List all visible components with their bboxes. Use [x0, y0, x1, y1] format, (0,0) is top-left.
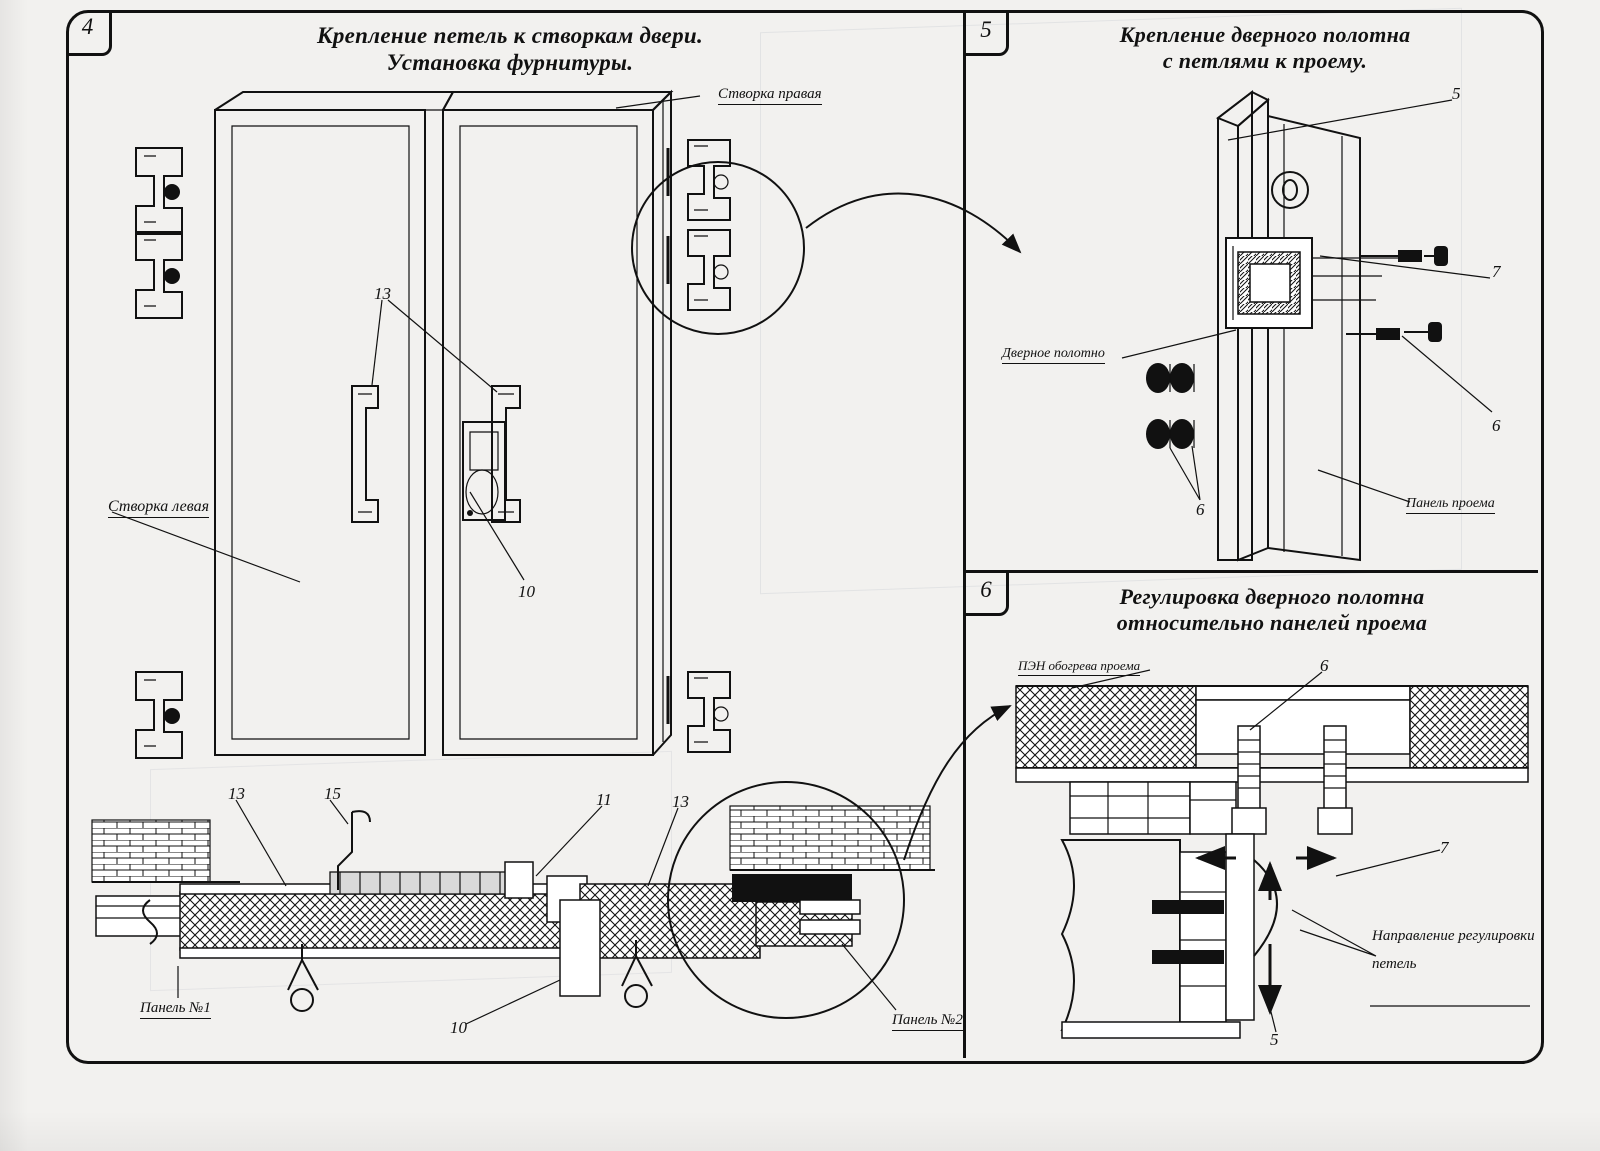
leader-10 [470, 492, 524, 580]
callout-13-b: 13 [228, 784, 245, 803]
leader-13-lower [236, 800, 286, 886]
panel5-assembly [1122, 92, 1492, 560]
detail-arrow-to-panel5 [806, 194, 1020, 252]
callout-5-panel5: 5 [1452, 84, 1461, 103]
panel-number-6: 6 [963, 570, 1009, 616]
leader-11 [536, 806, 602, 876]
leader-panel-proema [1318, 470, 1410, 502]
panel-number-4: 4 [66, 10, 112, 56]
leader-stvorka-levaya [112, 512, 300, 582]
label-panel-2: Панель №2 [892, 1012, 963, 1031]
label-stvorka-levaya: Створка левая [108, 498, 209, 518]
leader-7-panel6 [1336, 850, 1440, 876]
handle-left [352, 386, 378, 522]
callout-6-panel6: 6 [1320, 656, 1329, 675]
callout-10-a: 10 [518, 582, 535, 601]
label-napravlenie-regulirovki: Направление регулировки [1372, 928, 1535, 944]
leader-13-lower-right [648, 808, 678, 886]
label-panel-proema: Панель проема [1406, 496, 1495, 514]
leader-6-right [1402, 336, 1492, 412]
label-napravlenie-regulirovki-2: петель [1372, 956, 1417, 972]
callout-5-panel6: 5 [1270, 1030, 1279, 1049]
hinge-parts-loose [136, 148, 182, 758]
callout-6-panel5-left: 6 [1196, 500, 1205, 519]
label-dvernoe-polotno: Дверное полотно [1002, 346, 1105, 364]
callout-6-panel5-right: 6 [1492, 416, 1501, 435]
label-stvorka-pravaya: Створка правая [718, 86, 822, 105]
panel-5-title: Крепление дверного полотна с петлями к проему. [1119, 22, 1411, 73]
callout-13-a: 13 [374, 284, 391, 303]
horizontal-section-assembly [92, 706, 1010, 1024]
label-pen-obogreva: ПЭН обогрева проема [1018, 658, 1140, 676]
callout-7-panel5: 7 [1492, 262, 1501, 281]
panel-4-title: Крепление петель к створкам двери. Установка фурнитуры. [316, 23, 704, 76]
hinge-group-on-leaves [668, 140, 730, 752]
callout-13-c: 13 [672, 792, 689, 811]
leader-13-left [372, 300, 382, 385]
handle-lock-right [463, 386, 520, 522]
panel-6-title: Регулировка дверного полотна относительно панелей проема [1116, 584, 1428, 635]
leader-6-left [1170, 446, 1200, 500]
callout-15: 15 [324, 784, 341, 803]
leader-5-panel6 [1268, 1000, 1276, 1032]
callout-11: 11 [596, 790, 612, 809]
callout-10-b: 10 [450, 1018, 467, 1037]
leader-10-lower [466, 980, 560, 1024]
panel-number-5: 5 [963, 10, 1009, 56]
label-panel-1: Панель №1 [140, 1000, 211, 1019]
callout-7-panel6: 7 [1440, 838, 1449, 857]
leader-napravlenie [1292, 910, 1376, 956]
panel6-assembly [1016, 670, 1530, 1038]
door-leaves-isometric [215, 92, 671, 755]
